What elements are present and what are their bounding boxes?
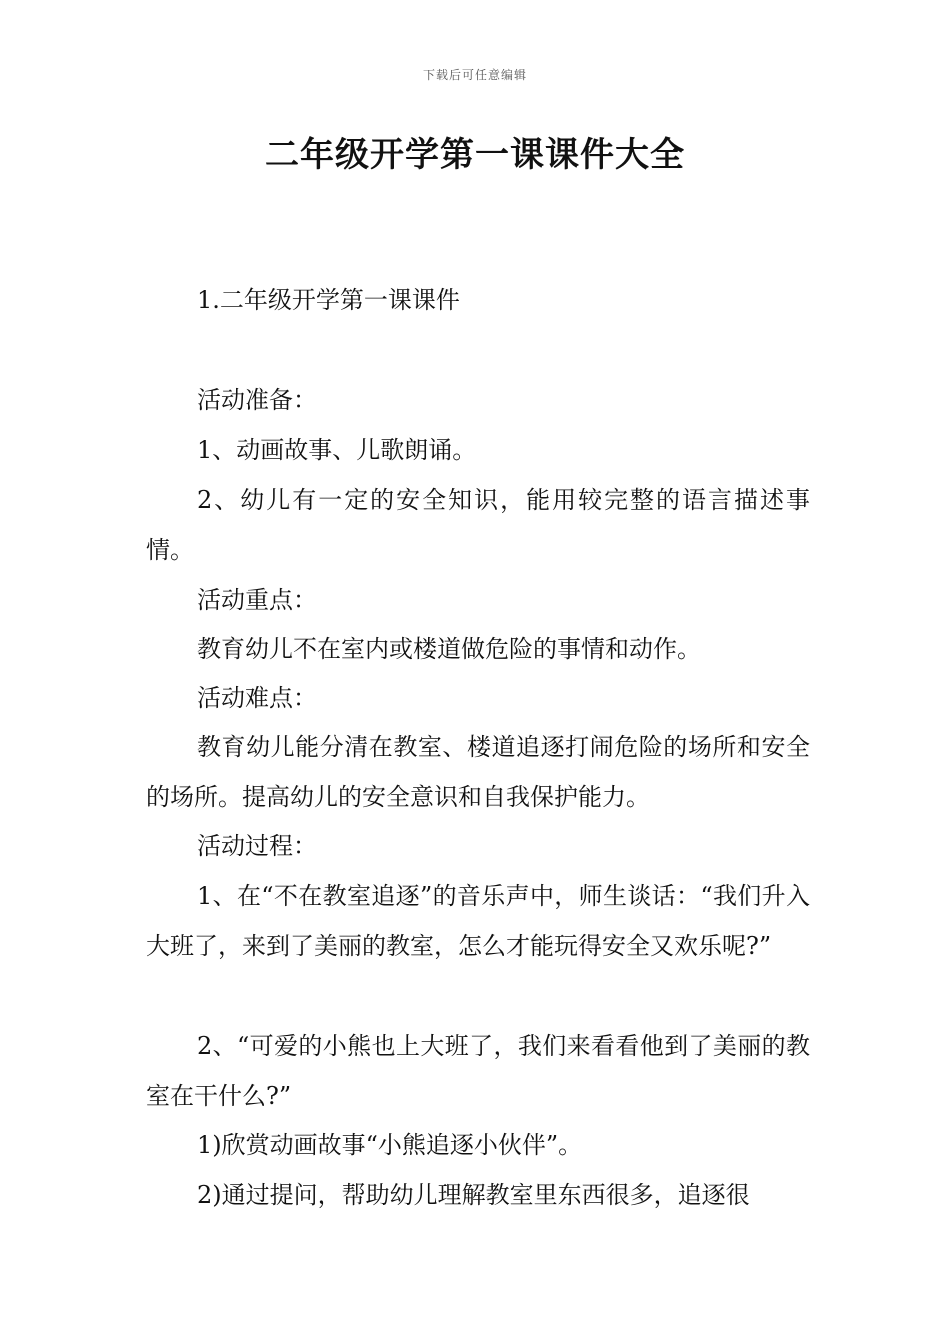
paragraph: 2、幼儿有一定的安全知识，能用较完整的语言描述事情。 xyxy=(146,486,810,564)
section-heading: 1.二年级开学第一课课件 xyxy=(197,286,460,314)
paragraph: 活动过程： xyxy=(197,832,317,860)
header-note: 下载后可任意编辑 xyxy=(422,68,527,82)
paragraph: 1、动画故事、儿歌朗诵。 xyxy=(197,436,477,464)
paragraph: 教育幼儿不在室内或楼道做危险的事情和动作。 xyxy=(197,635,701,663)
document-title: 二年级开学第一课课件大全 xyxy=(265,135,685,175)
paragraph: 1、在“不在教室追逐”的音乐声中，师生谈话：“我们升入大班了，来到了美丽的教室，怎么才能玩得安全又欢乐呢?” xyxy=(146,882,810,960)
paragraph: 活动难点： xyxy=(197,684,317,712)
paragraph: 活动重点： xyxy=(197,586,317,614)
paragraph: 2)通过提问，帮助幼儿理解教室里东西很多，追逐很 xyxy=(197,1181,750,1209)
paragraph: 2、“可爱的小熊也上大班了，我们来看看他到了美丽的教室在干什么?” xyxy=(146,1032,810,1110)
paragraph: 教育幼儿能分清在教室、楼道追逐打闹危险的场所和安全的场所。提高幼儿的安全意识和自我保护能力。 xyxy=(146,733,810,811)
paragraph: 活动准备： xyxy=(197,386,317,414)
paragraph: 1)欣赏动画故事“小熊追逐小伙伴”。 xyxy=(197,1131,583,1159)
